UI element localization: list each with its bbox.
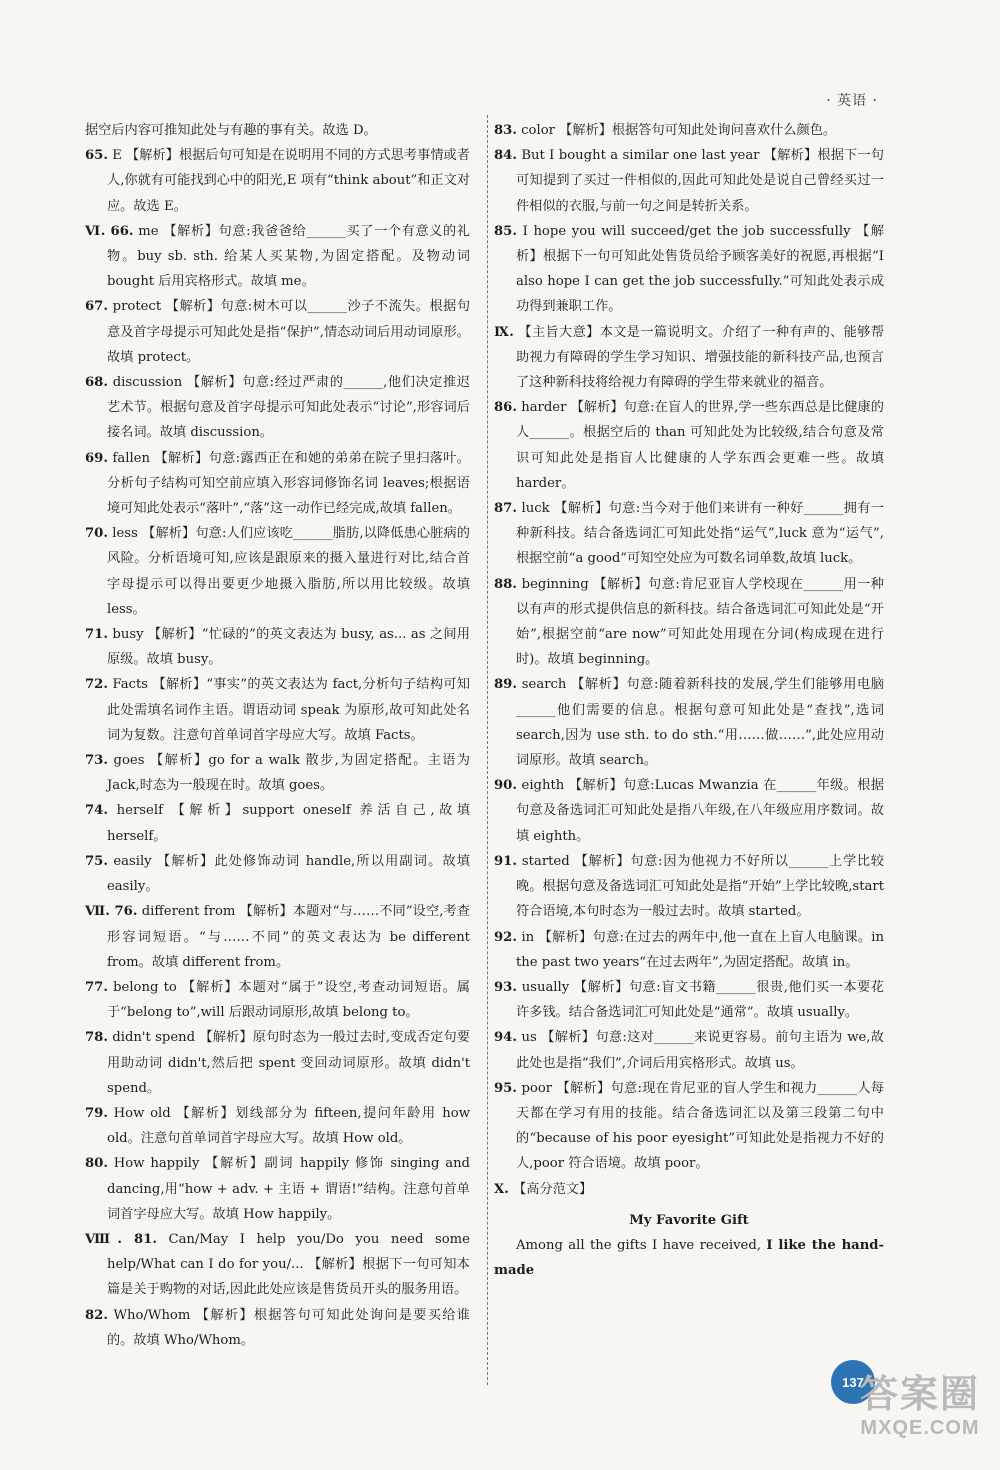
answer-entry [85,1227,470,1303]
question-number: 91. [494,853,517,869]
answer-text: herself 【解析】support oneself 养活自己,故填 herself。 [107,803,470,844]
right-column [494,118,884,1283]
answer-entry [85,672,470,748]
answer-text: fallen 【解析】句意:露西正在和她的弟弟在院子里扫落叶。分析句子结构可知空前应填入形容词修饰名词 leaves;根据语境可知此处表示“落叶”,“落”这一动作已经完成,故填 fallen。 [107,450,470,517]
answer-text: luck 【解析】句意:当今对于他们来讲有一种好______拥有一种新科技。结合备选词汇可知此处指“运气”,luck 意为“运气”,根据空前“a good”可知空处应为可数名词单数,故填 luck。 [516,501,884,567]
answer-entry [494,1076,884,1177]
answer-text: me 【解析】句意:我爸爸给______买了一个有意义的礼物。buy sb. sth. 给某人买某物,为固定搭配。及物动词 bought 后用宾格形式。故填 me。 [107,223,470,290]
question-number: Ⅷ. 81. [85,1231,157,1247]
answer-entry [85,521,470,622]
answer-text: How old 【解析】划线部分为 fifteen,提问年龄用 how old。注意句首单词首字母应大写。故填 How old。 [107,1105,470,1147]
question-number: 94. [494,1030,517,1046]
watermark-logo: 答案圈 [859,1374,980,1416]
question-number: 85. [494,223,517,239]
answer-text: 【高分范文】 [513,1181,593,1197]
essay-text-bold: I like the hand-made [494,1237,884,1279]
answer-text: belong to 【解析】本题对“属于”设空,考查动词短语。属于“belong to”,will 后跟动词原形,故填 belong to。 [107,979,470,1021]
answer-text: color 【解析】根据答句可知此处询问喜欢什么颜色。 [521,123,837,138]
answer-entry [85,798,470,848]
question-number: 75. [85,853,108,869]
answer-text: goes 【解析】go for a walk 散步,为固定搭配。主语为 Jack,时态为一般现在时。故填 goes。 [107,753,470,794]
question-number: Ⅹ. [494,1181,509,1197]
answer-text: less 【解析】句意:人们应该吃______脂肪,以降低患心脏病的风险。分析语境可知,应该是跟原来的摄入量进行对比,结合首字母提示可以得出要更少地摄入脂肪,所以用比较级。故填 less。 [107,526,470,617]
answer-entry [85,143,470,219]
answer-text: 据空后内容可推知此处与有趣的事有关。故选 D。 [85,123,377,138]
answer-entry [494,975,884,1025]
answer-entry [494,320,884,396]
answer-text: protect 【解析】句意:树木可以______沙子不流失。根据句意及首字母提示可知此处是指“保护”,情态动词后用动词原形。故填 protect。 [107,299,471,365]
question-number: 71. [85,627,108,643]
question-number: Ⅶ. 76. [85,904,138,920]
question-number: 84. [494,148,517,164]
essay-title: My Favorite Gift [629,1212,749,1228]
question-number: 88. [494,576,517,592]
answer-text: Can/May I help you/Do you need some help/What can I do for you/... 【解析】根据下一句可知本篇是关于购物的对话,因此此处应该是售货员开头的服务用语。 [107,1231,470,1298]
answer-text: started 【解析】句意:因为他视力不好所以______上学比较晚。根据句意及备选词汇可知此处是指“开始”上学比较晚,start 符合语境,本句时态为一般过去时。故填 started。 [516,853,884,920]
answer-text: in 【解析】句意:在过去的两年中,他一直在上盲人电脑课。in the past two years“在过去两年”,为固定搭配。故填 in。 [516,929,884,970]
answer-entry [85,1101,470,1151]
answer-entry [85,219,470,295]
question-number: 70. [85,526,108,542]
question-number: 74. [85,803,108,819]
answer-entry [85,1151,470,1227]
answer-entry [85,1303,470,1353]
answer-entry [85,899,470,975]
essay-first-line [494,1233,884,1283]
question-number: 90. [494,778,517,794]
answer-text: easily 【解析】此处修饰动词 handle,所以用副词。故填 easily。 [107,853,470,895]
answer-text: harder 【解析】句意:在盲人的世界,学一些东西总是比健康的人______。根据空后的 than 可知此处为比较级,结合句意及常识可知此处是指盲人比健康的人学东西会更难一些。故填 harder。 [516,400,884,491]
watermark [860,1375,980,1439]
question-number: 65. [85,148,108,164]
answer-entry [494,118,884,143]
question-number: Ⅵ. 66. [85,223,134,239]
question-number: 77. [85,979,108,995]
answer-text: didn't spend 【解析】原句时态为一般过去时,变成否定句要用助动词 didn't,然后把 spent 变回动词原形。故填 didn't spend。 [107,1030,470,1096]
question-number: 67. [85,299,108,315]
question-number: 72. [85,677,108,693]
answer-entry [494,1025,884,1075]
answer-entry [494,496,884,572]
question-number: 82. [85,1307,108,1323]
answer-entry [494,672,884,773]
question-number: 93. [494,979,517,995]
answer-text: I hope you will succeed/get the job successfully 【解析】根据下一句可知此处售货员给予顾客美好的祝愿,再根据“I also hope I can get the job successfully.”可知此处表示成功得到兼职工作。 [516,223,884,315]
answer-text: But I bought a similar one last year 【解析】根据下一句可知提到了买过一件相似的,因此可知此处是说自己曾经买过一件相似的衣服,与前一句之间是转折关系。 [516,148,884,214]
answer-entry [85,849,470,899]
answer-text: different from 【解析】本题对“与……不同”设空,考查形容词短语。“与……不同”的英文表达为 be different from。故填 different from。 [107,904,470,970]
answer-entry [494,143,884,219]
question-number: 92. [494,929,517,945]
page-number-badge: 137 [831,1360,875,1404]
answer-entry [494,773,884,849]
answer-entry [85,622,470,672]
question-number: 95. [494,1080,517,1096]
answer-text: busy 【解析】“忙碌的”的英文表达为 busy, as... as 之间用原级。故填 busy。 [107,627,470,668]
answer-text: usually 【解析】句意:盲文书籍______很贵,他们买一本要花许多钱。结合备选词汇可知此处是“通常”。故填 usually。 [516,979,884,1021]
answer-text: search 【解析】句意:随着新科技的发展,学生们能够用电脑______他们需要的信息。根据句意可知此处是“查找”,选词 search,因为 use sth. to do sth.“用……做……”,此处应用动词原形。故填 search。 [516,677,884,769]
answer-text: discussion 【解析】句意:经过严肃的______,他们决定推迟艺术节。根据句意及首字母提示可知此处表示“讨论”,形容词后接名词。故填 discussion。 [107,375,470,441]
question-number: 83. [494,123,517,138]
answer-entry [85,446,470,522]
question-number: 68. [85,375,108,391]
answer-text: poor 【解析】句意:现在肯尼亚的盲人学生和视力______人每天都在学习有用的技能。结合备选词汇以及第三段第二句中的“because of his poor eyesight”可知此处是指视力不好的人,poor 符合语境。故填 poor。 [516,1080,884,1172]
answer-entry [494,219,884,320]
question-number: 87. [494,501,517,517]
answer-entry [85,118,470,143]
answer-entry [494,1177,884,1202]
question-number: Ⅸ. [494,324,514,340]
question-number: 69. [85,450,108,466]
answer-text: beginning 【解析】句意:肯尼亚盲人学校现在______用一种以有声的形式提供信息的新科技。结合备选词汇可知此处是“开始”,根据空前“are now”可知此处用现在分词(构成现在进行时)。故填 beginning。 [516,576,884,668]
answer-entry [494,925,884,975]
question-number: 78. [85,1030,108,1046]
watermark-url: MXQE.COM [860,1416,980,1439]
question-number: 73. [85,753,108,769]
answer-entry [494,395,884,496]
question-number: 79. [85,1105,108,1121]
question-number: 80. [85,1156,108,1172]
column-divider [487,115,488,1385]
question-number: 86. [494,400,517,416]
answer-entry [494,572,884,673]
answer-entry [85,294,470,370]
essay-text: Among all the gifts I have received, [516,1237,767,1253]
left-column [85,118,470,1353]
answer-entry [85,1025,470,1101]
answer-text: eighth 【解析】句意:Lucas Mwanzia 在______年级。根据句意及备选词汇可知此处是指八年级,在八年级应用序数词。故填 eighth。 [516,778,884,844]
subject-header: · 英语 · [826,93,878,109]
answer-entry [494,849,884,925]
answer-text: E 【解析】根据后句可知是在说明用不同的方式思考事情或者人,你就有可能找到心中的阳光,E 项有“think about”和正文对应。故选 E。 [107,148,470,214]
answer-text: Facts 【解析】“事实”的英文表达为 fact,分析句子结构可知此处需填名词作主语。谓语动词 speak 为原形,故可知此处名词为复数。注意句首单词首字母应大写。故填 Facts。 [107,677,470,743]
question-number: 89. [494,677,517,693]
answer-entry [85,748,470,798]
answer-text: 【主旨大意】本文是一篇说明文。介绍了一种有声的、能够帮助视力有障碍的学生学习知识、增强技能的新科技产品,也预言了这种新科技将给视力有障碍的学生带来就业的福音。 [516,324,884,391]
answer-entry [85,975,470,1025]
answer-text: Who/Whom 【解析】根据答句可知此处询问是要买给谁的。故填 Who/Whom。 [107,1307,470,1348]
answer-text: How happily 【解析】副词 happily 修饰 singing and dancing,用“how + adv. + 主语 + 谓语!”结构。注意句首单词首字母应大写。故填 How happily。 [107,1156,471,1222]
answer-entry [85,370,470,446]
answer-text: us 【解析】句意:这对______来说更容易。前句主语为 we,故此处也是指“我们”,介词后用宾格形式。故填 us。 [516,1030,884,1071]
